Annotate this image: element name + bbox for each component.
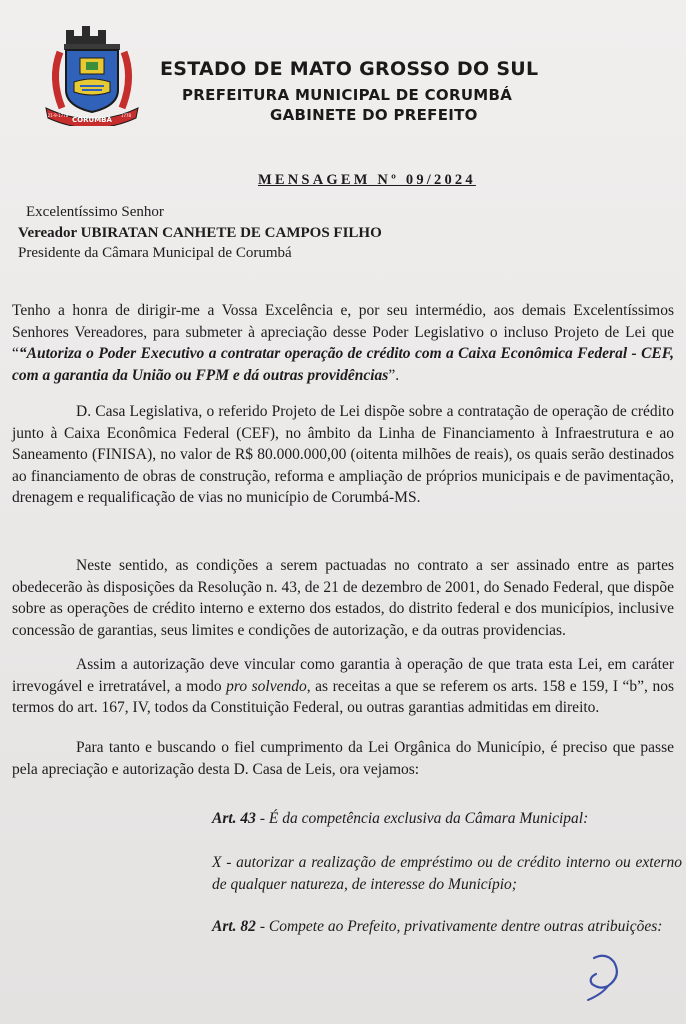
- guarantee-text-a: Assim a autorização deve vincular como garantia à operação de que trata esta Lei, em caráter irrevogável e irretratável, a modo: [12, 656, 674, 695]
- header-state: ESTADO DE MATO GROSSO DO SUL: [160, 58, 539, 80]
- art-82-label: Art. 82: [212, 918, 256, 935]
- quote-inciso-x: X - autorizar a realização de empréstimo ou de crédito interno ou externo de qualquer natureza, de interesse do Município;: [212, 854, 682, 893]
- crest-year-left: 21-9-1778: [47, 113, 69, 118]
- paragraph-finisa: D. Casa Legislativa, o referido Projeto de Lei dispõe sobre a contratação de operação de crédito junto à Caixa Econômica Federal (CEF), no âmbito da Linha de Financiamento à Infraestrutura e ao Saneamento (FINISA), no valor de R$ 80.000.000,00 (oitenta milhões de reais), os quais serão destinados ao financiamento de obras de construção, reforma e ampliação de próprios municipais e de pavimentação, drenagem e requalificação de vias no município de Corumbá-MS.: [12, 403, 674, 506]
- crest-year-right: 1778: [120, 113, 132, 118]
- paragraph-guarantee: [12, 654, 674, 719]
- bill-title-quote: “Autoriza o Poder Executivo a contratar operação de crédito com a Caixa Econômica Federal - CEF, com a garantia da União ou FPM e dá outras providências: [12, 345, 674, 384]
- crest-banner-text: CORUMBÁ: [72, 116, 112, 124]
- header-city-hall: PREFEITURA MUNICIPAL DE CORUMBÁ: [182, 86, 513, 104]
- signature-initial-icon: [578, 948, 624, 1004]
- art-43-label: Art. 43: [212, 810, 256, 827]
- paragraph-resolution: Neste sentido, as condições a serem pactuadas no contrato a ser assinado entre as partes obedecerão às disposições da Resolução n. 43, de 21 de dezembro de 2001, do Senado Federal, que dispõe sobre as operações de crédito interno e externo dos estados, do distrito federal e dos municípios, inclusive concessão de garantias, seus limites e condições de autorização, e da outras providencias.: [12, 557, 674, 639]
- intro-text: Tenho a honra de dirigir-me a Vossa Excelência e, por seu intermédio, aos demais Excelentíssimos Senhores Vereadores, para submeter à apreciação desse Poder Legislativo o incluso Projeto de Lei que “: [12, 302, 674, 362]
- intro-end: ”.: [388, 366, 400, 384]
- guarantee-text-b: , as receitas a que se referem os arts. 158 e 159, I “b”, nos termos do art. 167, IV, todos da Constituição Federal, ou outras garantias admitidas em direito.: [12, 677, 674, 716]
- quote-art-43: [212, 808, 682, 830]
- art-43-text: - É da competência exclusiva da Câmara Municipal:: [255, 810, 589, 827]
- municipal-crest-icon: [36, 18, 148, 126]
- quote-art-82: [212, 916, 682, 938]
- header-office: GABINETE DO PREFEITO: [270, 106, 478, 124]
- art-82-text: - Compete ao Prefeito, privativamente dentre outras atribuições:: [255, 918, 663, 935]
- message-title: MENSAGEM Nº 09/2024: [258, 172, 476, 188]
- addressee-salutation: Excelentíssimo Senhor: [26, 204, 164, 220]
- paragraph-intro: [12, 300, 674, 386]
- paragraph-lei-organica: Para tanto e buscando o fiel cumprimento da Lei Orgânica do Município, é preciso que passe pela apreciação e autorização desta D. Casa de Leis, ora vejamos:: [12, 739, 674, 778]
- pro-solvendo: pro solvendo: [226, 677, 307, 695]
- addressee-name: Vereador UBIRATAN CANHETE DE CAMPOS FILHO: [18, 225, 382, 241]
- addressee-role: Presidente da Câmara Municipal de Corumbá: [18, 245, 292, 261]
